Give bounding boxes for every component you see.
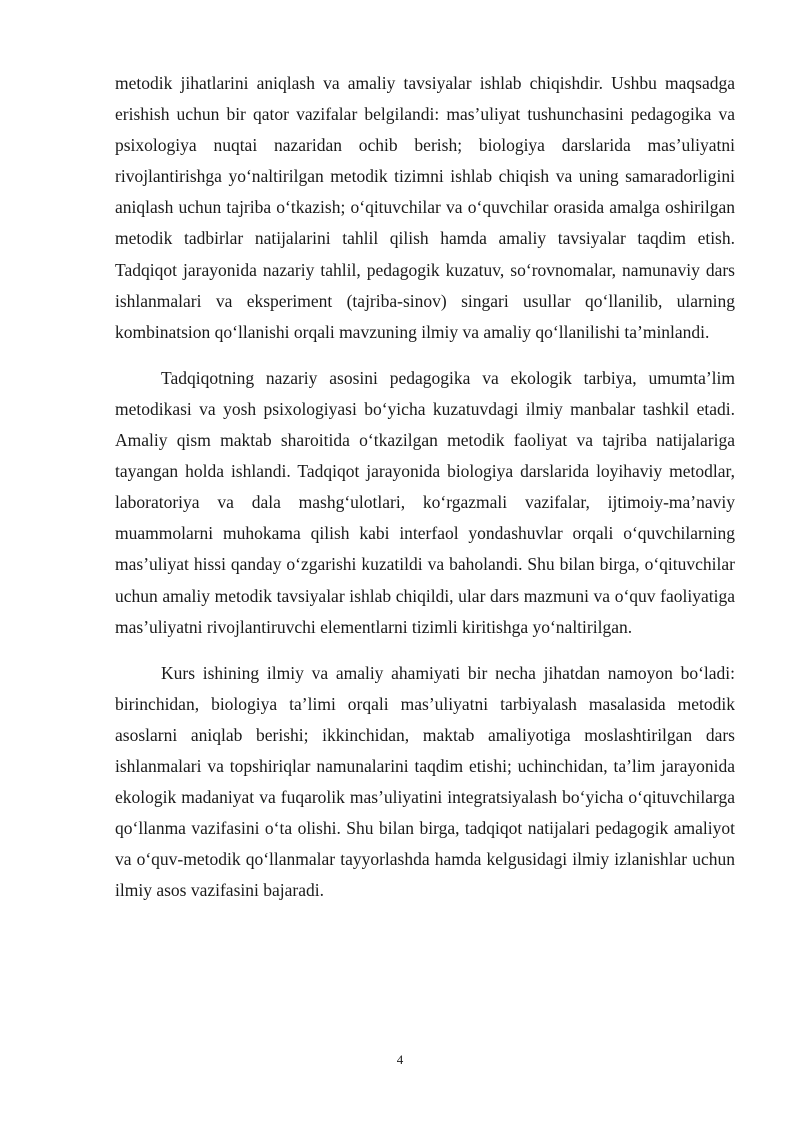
body-text	[115, 68, 735, 921]
paragraph-3: Kurs ishining ilmiy va amaliy ahamiyati bir necha jihatdan namoyon bo‘ladi: birinchidan, biologiya ta’limi orqali mas’uliyatni tarbiyalash masalasida metodik asoslarni aniqlab berishi; ikkinchidan, maktab amaliyotiga moslashtirilgan dars ishlanmalari va topshiriqlar namunalarini taqdim etishi; uchinchidan, ta’lim jarayonida ekologik madaniyat va fuqarolik mas’uliyatini integratsiyalash bo‘yicha o‘qituvchilarga qo‘llanma vazifasini o‘ta olishi. Shu bilan birga, tadqiqot natijalari pedagogik amaliyot va o‘quv-metodik qo‘llanmalar tayyorlashda hamda kelgusidagi ilmiy izlanishlar uchun ilmiy asos vazifasini bajaradi.	[115, 662, 735, 901]
paragraph-1: metodik jihatlarini aniqlash va amaliy tavsiyalar ishlab chiqishdir. Ushbu maqsadga erishish uchun bir qator vazifalar belgilandi: mas’uliyat tushunchasini pedagogika va psixologiya nuqtai nazaridan ochib berish; biologiya darslarida mas’uliyatni rivojlantirishga yo‘naltirilgan metodik tizimni ishlab chiqish va uning samaradorligini aniqlash uchun tajriba o‘tkazish; o‘qituvchilar va o‘quvchilar orasida amalga oshirilgan metodik tadbirlar natijalarini tahlil qilish hamda amaliy tavsiyalar taqdim etish. Tadqiqot jarayonida nazariy tahlil, pedagogik kuzatuv, so‘rovnomalar, namunaviy dars ishlanmalari va eksperiment (tajriba-sinov) singari usullar qo‘llanilib, ularning kombinatsion qo‘llanishi orqali mavzuning ilmiy va amaliy qo‘llanilishi ta’minlandi.	[115, 73, 735, 342]
page-number: 4	[396, 1052, 404, 1067]
paragraph-2: Tadqiqotning nazariy asosini pedagogika va ekologik tarbiya, umumta’lim metodikasi va yosh psixologiyasi bo‘yicha kuzatuvdagi ilmiy manbalar tashkil etadi. Amaliy qism maktab sharoitida o‘tkazilgan metodik faoliyat va tajriba natijalariga tayangan holda ishlandi. Tadqiqot jarayonida biologiya darslarida loyihaviy metodlar, laboratoriya va dala mashg‘ulotlari, ko‘rgazmali vazifalar, ijtimoiy-ma’naviy muammolarni muhokama qilish kabi interfaol yondashuvlar orqali o‘quvchilarning mas’uliyat hissi qanday o‘zgarishi kuzatildi va baholandi. Shu bilan birga, o‘qituvchilar uchun amaliy metodik tavsiyalar ishlab chiqildi, ular dars mazmuni va o‘quv faoliyatiga mas’uliyatni rivojlantiruvchi elementlarni tizimli kiritishga yo‘naltirilgan.	[115, 367, 735, 637]
